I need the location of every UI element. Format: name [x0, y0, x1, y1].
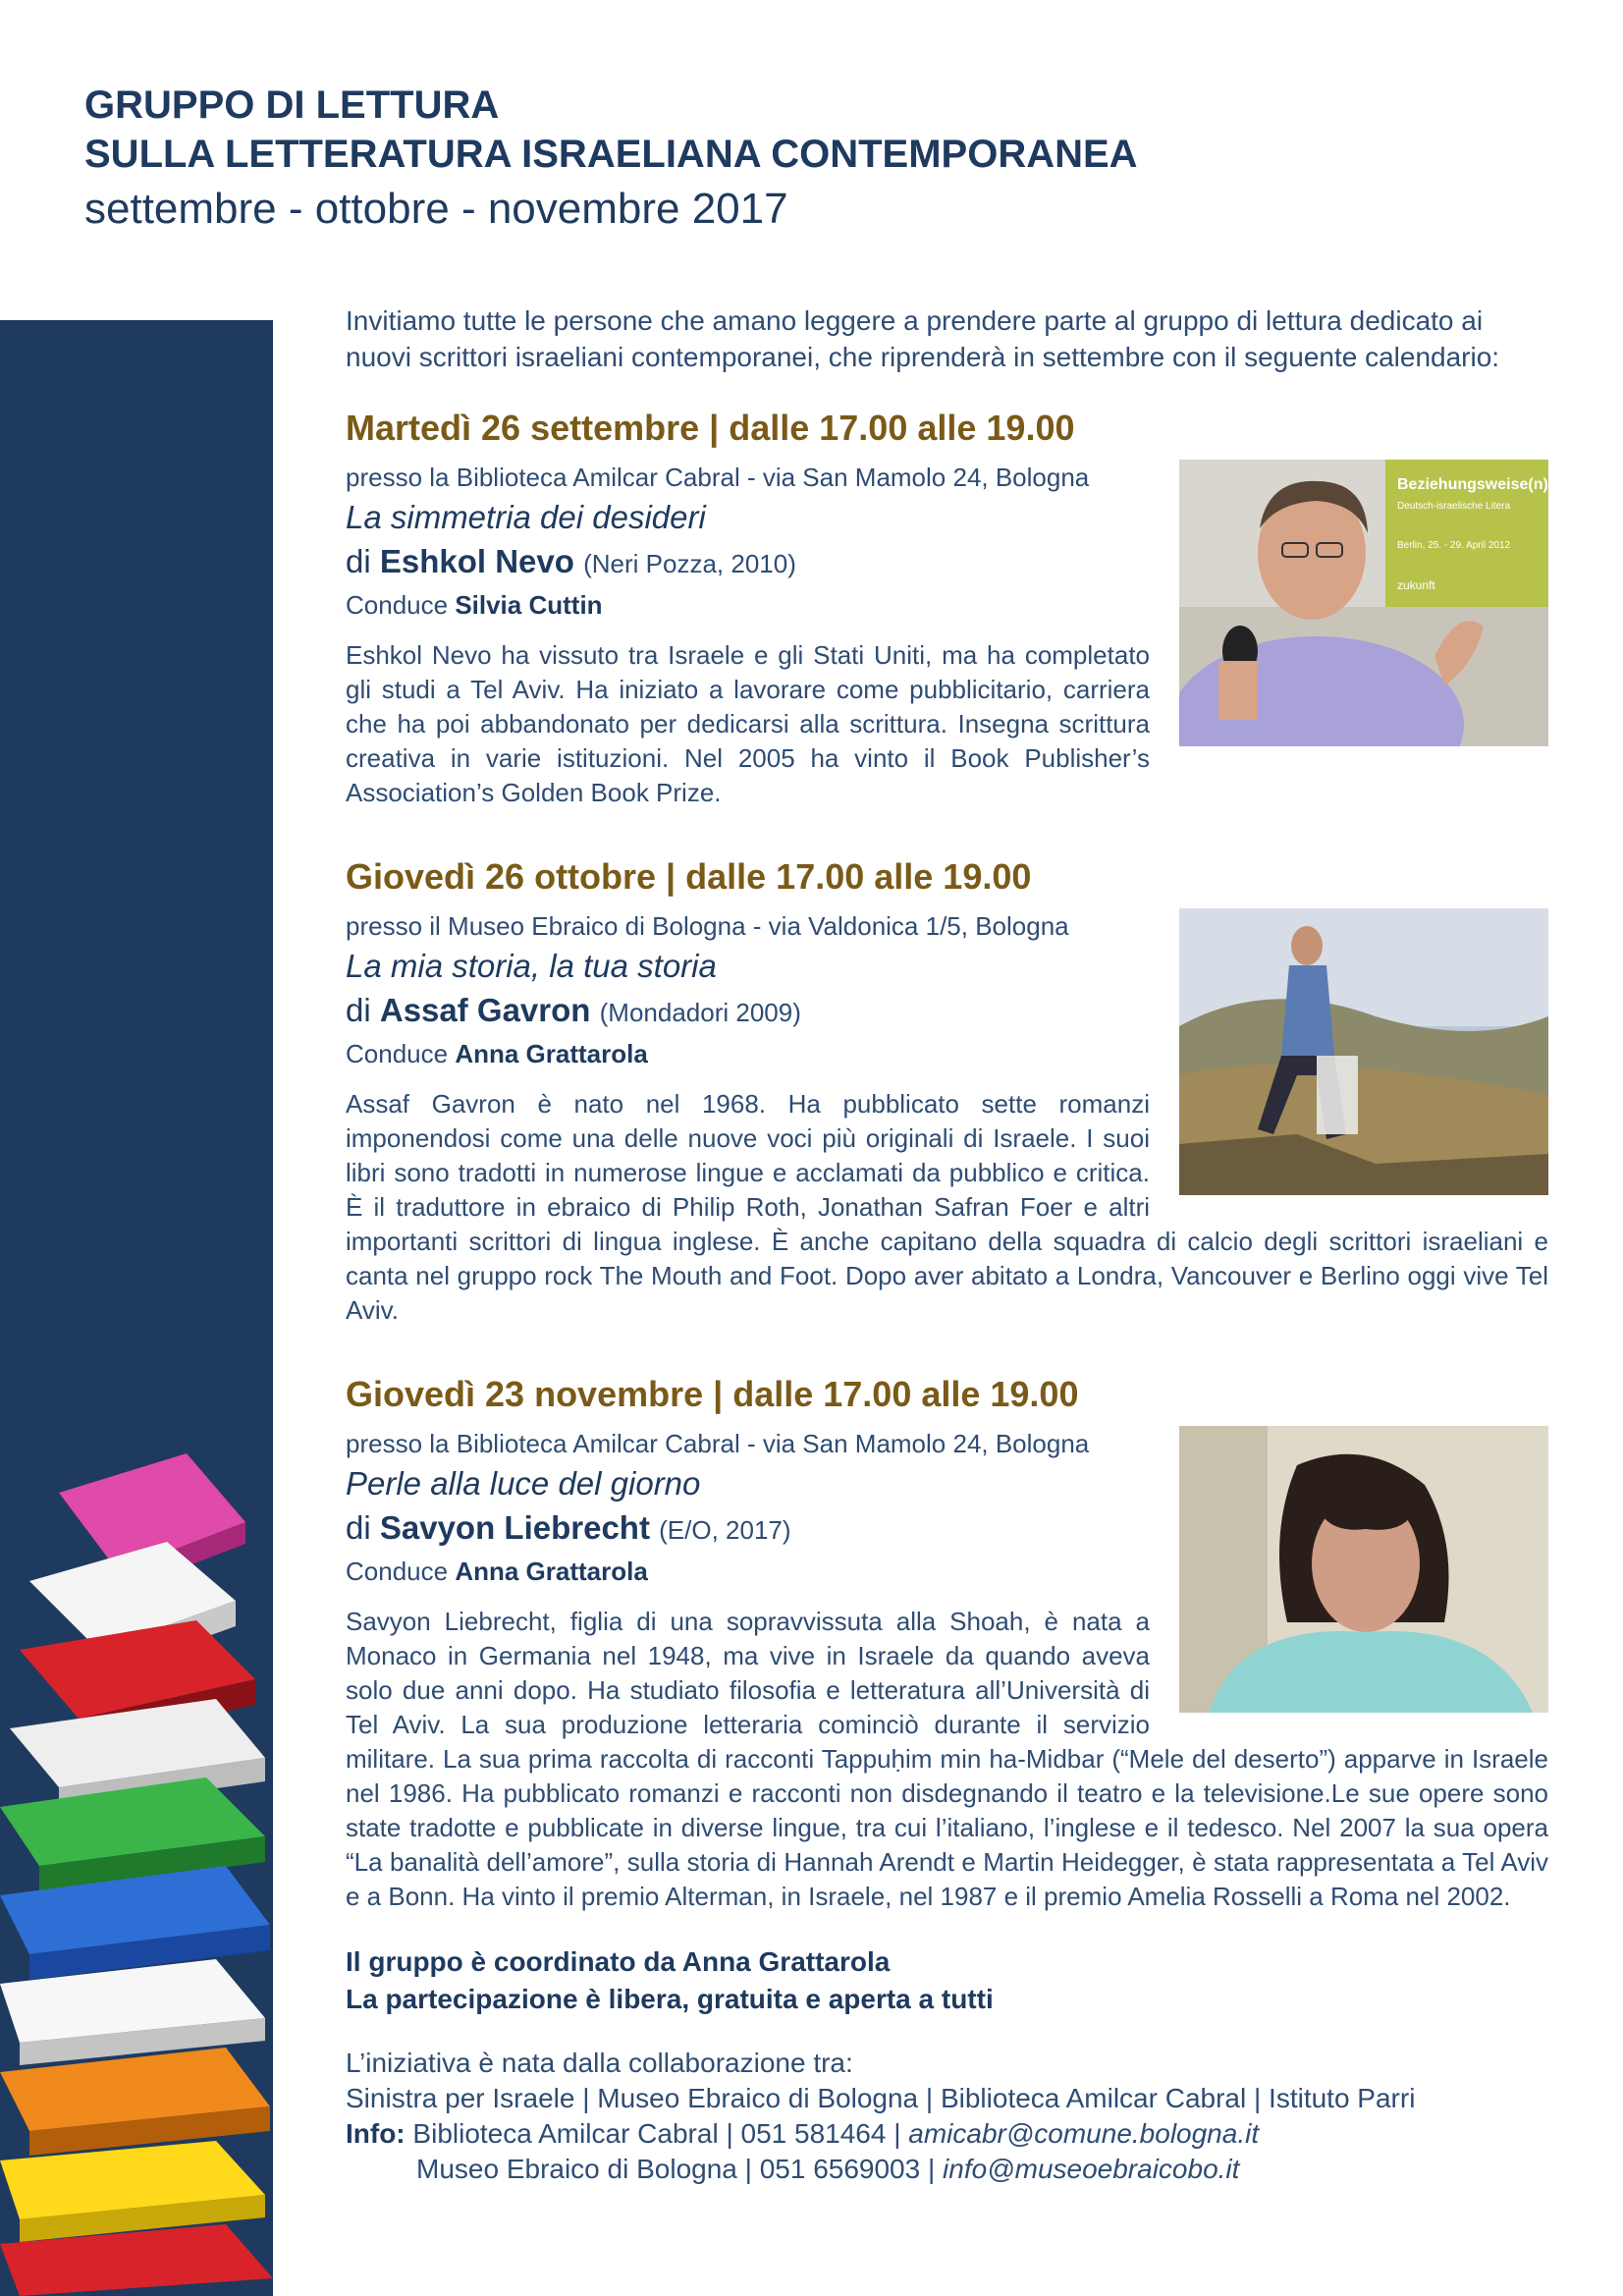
publisher: (Neri Pozza, 2010): [583, 549, 796, 578]
conduce-label: Conduce: [346, 1039, 449, 1068]
author-name: Savyon Liebrecht: [379, 1509, 650, 1546]
header-title-line2: SULLA LETTERATURA ISRAELIANA CONTEMPORANEA: [84, 133, 1138, 176]
intro-paragraph: Invitiamo tutte le persone che amano leggere a prendere parte al gruppo di lettura dedicato ai nuovi scrittori israeliani contemporanei, che riprenderà in settembre con il seguente calendario:: [346, 305, 1500, 372]
photo-assaf-gavron: [1179, 908, 1548, 1195]
main-content: [346, 302, 1548, 2187]
event-2: [346, 853, 1548, 1328]
event-place: presso la Biblioteca Amilcar Cabral - via San Mamolo 24, Bologna: [346, 1429, 1090, 1458]
author-bio: Assaf Gavron è nato nel 1968. Ha pubblicato sette romanzi imponendosi come una delle nuove voci più originali di Israele. I suoi libri sono tradotti in numerose lingue e acclamati da pubblico e critica. È il traduttore in ebraico di Philip Roth, Jonathan Safran Foer e altri importanti scrittori di lingua inglese. È anche capitano della squadra di calcio degli scrittori israeliani e canta nel gruppo rock The Mouth and Foot. Dopo aver abitato a Londra, Vancouver e Berlino oggi vive Tel Aviv.: [346, 1089, 1548, 1325]
event-date: Martedì 26 settembre | dalle 17.00 alle 19.00: [346, 408, 1075, 448]
photo-savyon-liebrecht: [1179, 1426, 1548, 1713]
author-name: Assaf Gavron: [379, 992, 591, 1028]
free-participation: La partecipazione è libera, gratuita e aperta a tutti: [346, 1984, 994, 2014]
photo-eshkol-nevo: [1179, 460, 1548, 746]
event-place: presso la Biblioteca Amilcar Cabral - via San Mamolo 24, Bologna: [346, 463, 1090, 492]
conduce-name: Anna Grattarola: [455, 1039, 648, 1068]
publisher: (E/O, 2017): [659, 1515, 791, 1545]
initiative-text: L’iniziativa è nata dalla collaborazione tra:: [346, 2048, 853, 2078]
partners-list: Sinistra per Israele | Museo Ebraico di Bologna | Biblioteca Amilcar Cabral | Istituto Parri: [346, 2083, 1416, 2113]
photo1-dates-text: Berlin, 25. - 29. April 2012: [1397, 540, 1511, 551]
info1-text: Biblioteca Amilcar Cabral | 051 581464 |: [412, 2118, 909, 2149]
event-place: presso il Museo Ebraico di Bologna - via Valdonica 1/5, Bologna: [346, 911, 1069, 941]
photo1-zukunft-text: zukunft: [1397, 578, 1435, 592]
footer: [346, 1943, 1548, 2187]
author-di: di: [346, 1509, 371, 1546]
info-row-1: [346, 2116, 1548, 2152]
page-header: [84, 81, 1557, 240]
photo1-banner-subtext: Deutsch-israelische Litera: [1397, 501, 1511, 512]
conduce-name: Anna Grattarola: [455, 1557, 648, 1586]
info-row-2: [346, 2152, 1548, 2187]
photo1-banner-text: Beziehungsweise(n): [1397, 476, 1548, 493]
info2-text: Museo Ebraico di Bologna | 051 6569003 |: [416, 2154, 944, 2184]
book-title: La mia storia, la tua storia: [346, 948, 717, 984]
conduce-label: Conduce: [346, 1557, 449, 1586]
author-bio: Eshkol Nevo ha vissuto tra Israele e gli Stati Uniti, ma ha completato gli studi a Tel Aviv. Ha iniziato a lavorare come pubblicitario, carriera che ha poi abbandonato per dedicarsi alla scrittura. Insegna scrittura creativa in varie istituzioni. Nel 2005 ha vinto il Book Publisher’s Association’s Golden Book Prize.: [346, 640, 1150, 807]
book-title: La simmetria dei desideri: [346, 499, 706, 535]
author-bio: Savyon Liebrecht, figlia di una sopravvissuta alla Shoah, è nata a Monaco in Germania nel 1948, ma vive in Israele da quando aveva solo due anni dopo. Ha studiato filosofia e letteratura all’Università di Tel Aviv. La sua produzione letteraria cominciò durante il servizio militare. La sua prima raccolta di racconti Tappuḥim min ha-Midbar (“Mele del deserto”) apparve in Israele nel 1986. Ha pubblicato romanzi e racconti non disdegnando il teatro e la televisione.Le sue opere sono state tradotte e pubblicate in diverse lingue, tra cui l’italiano, l’inglese e il tedesco. Nel 2007 la sua opera “La banalità dell’amore”, sulla storia di Hannah Arendt e Martin Heidegger, è stata rappresentata a Tel Aviv e a Bonn. Ha vinto il premio Alterman, in Israele, nel 1987 e il premio Amelia Rosselli a Roma nel 2002.: [346, 1607, 1548, 1911]
book-title: Perle alla luce del giorno: [346, 1465, 701, 1502]
info1-email-link[interactable]: amicabr@comune.bologna.it: [908, 2118, 1260, 2149]
info2-email-link[interactable]: info@museoebraicobo.it: [943, 2154, 1240, 2184]
header-subtitle-dates: settembre - ottobre - novembre 2017: [84, 185, 788, 233]
conduce-label: Conduce: [346, 590, 449, 620]
event-3: [346, 1371, 1548, 1914]
coordinated-by: Il gruppo è coordinato da Anna Grattarola: [346, 1946, 891, 1977]
author-name: Eshkol Nevo: [379, 543, 574, 579]
conduce-name: Silvia Cuttin: [455, 590, 603, 620]
author-di: di: [346, 992, 371, 1028]
event-date: Giovedì 26 ottobre | dalle 17.00 alle 19.00: [346, 856, 1032, 897]
author-di: di: [346, 543, 371, 579]
event-date: Giovedì 23 novembre | dalle 17.00 alle 19.00: [346, 1374, 1079, 1414]
info-label: Info:: [346, 2118, 406, 2149]
publisher: (Mondadori 2009): [599, 998, 801, 1027]
book-stack-illustration: [0, 1434, 295, 2296]
event-1: [346, 405, 1548, 810]
header-title-line1: GRUPPO DI LETTURA: [84, 83, 500, 127]
